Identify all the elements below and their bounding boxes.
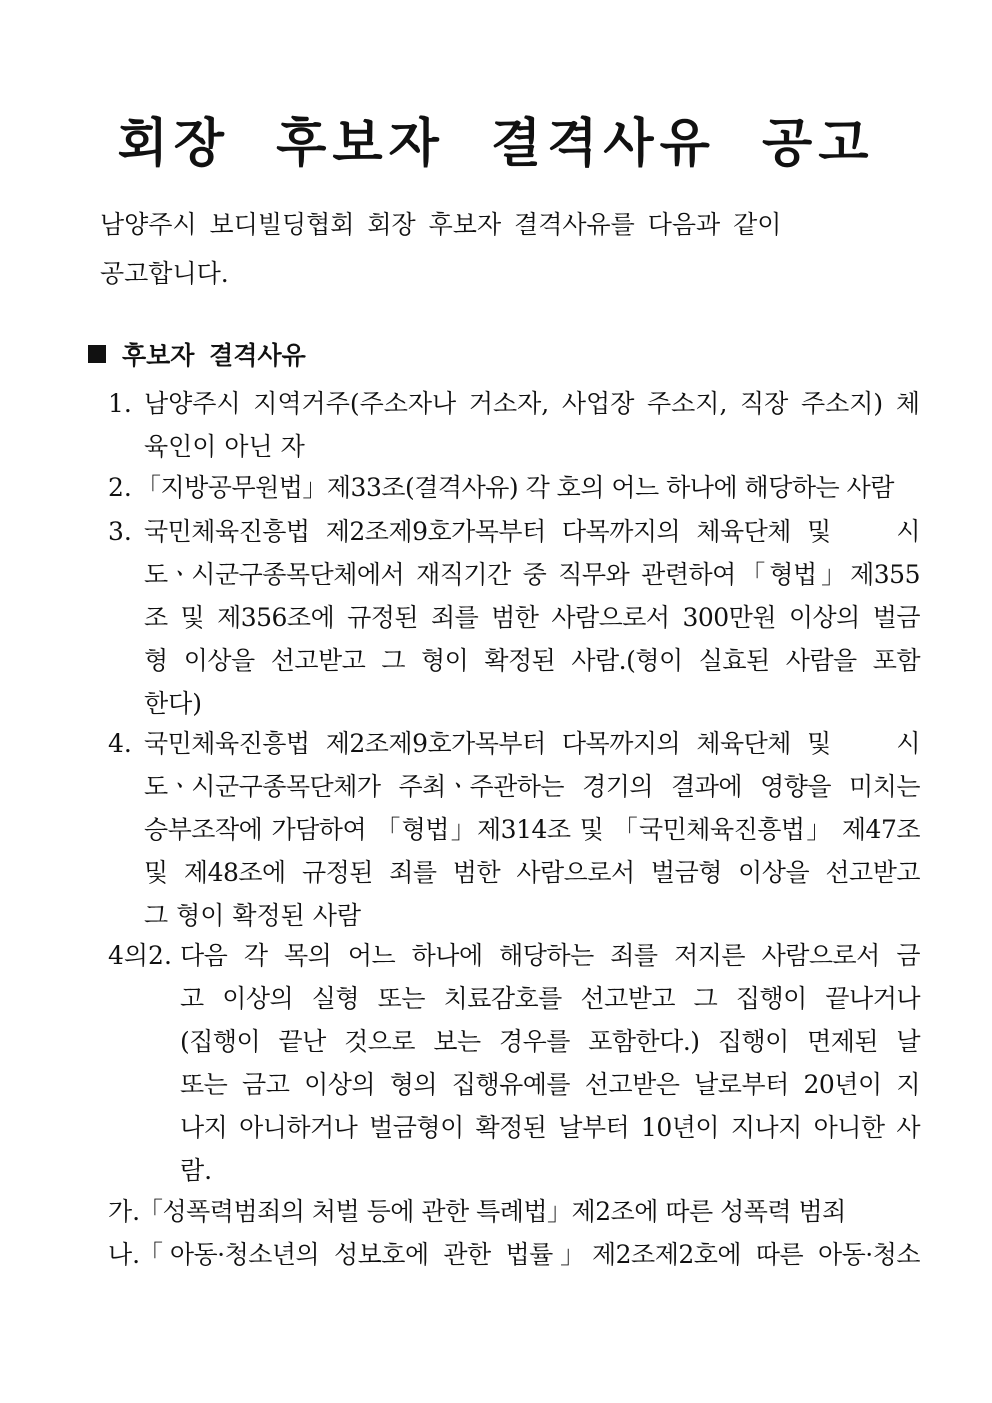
sub-item-na xyxy=(108,1233,920,1276)
list-item-1 xyxy=(108,382,920,468)
intro-line-1: 남양주시 보디빌딩협회 회장 후보자 결격사유를 다음과 같이 xyxy=(100,210,782,239)
list-item-line: 그 형이 확정된 사람 xyxy=(144,901,362,930)
list-item-line: 다음 각 목의 어느 하나에 해당하는 죄를 저지른 사람으로서 금 xyxy=(180,941,920,970)
list-item-line: 남양주시 지역거주(주소자나 거소자, 사업장 주소지, 직장 주소지) 체 xyxy=(144,389,920,418)
sub-item-text: 「성폭력범죄의 처벌 등에 관한 특례법」제2조에 따른 성폭력 범죄 xyxy=(138,1197,846,1226)
list-item-line: 고 이상의 실형 또는 치료감호를 선고받고 그 집행이 끝나거나 xyxy=(180,984,920,1013)
sub-item-text: 「아동·청소년의 성보호에 관한 법률」제2조제2호에 따른 아동·청소 xyxy=(138,1240,920,1269)
list-item-line: 국민체육진흥법 제2조제9호가목부터 다목까지의 체육단체 및 시 xyxy=(144,729,920,758)
sub-item-number: 나. xyxy=(108,1240,141,1269)
list-item-line: (집행이 끝난 것으로 보는 경우를 포함한다.) 집행이 면제된 날 xyxy=(180,1027,920,1056)
list-item-line: 한다) xyxy=(144,689,203,718)
list-item-number: 1. xyxy=(108,389,132,418)
list-item-4 xyxy=(108,722,920,937)
list-item-line: 형 이상을 선고받고 그 형이 확정된 사람.(형이 실효된 사람을 포함 xyxy=(144,646,920,675)
list-item-4-2 xyxy=(108,934,920,1192)
list-item-number: 3. xyxy=(108,517,132,546)
intro-line-2: 공고합니다. xyxy=(100,259,229,288)
list-item-line: 도ㆍ시군구종목단체에서 재직기간 중 직무와 관련하여「형법」제355 xyxy=(144,560,920,589)
list-item-3 xyxy=(108,510,920,725)
section-heading-text: 후보자 결격사유 xyxy=(122,341,306,370)
list-item-2 xyxy=(108,466,920,509)
list-item-line: 육인이 아닌 자 xyxy=(144,432,305,461)
section-heading xyxy=(88,336,306,376)
list-item-line: 및 제48조에 규정된 죄를 범한 사람으로서 벌금형 이상을 선고받고 xyxy=(144,858,920,887)
intro-paragraph xyxy=(100,200,920,298)
list-item-line: 조 및 제356조에 규정된 죄를 범한 사람으로서 300만원 이상의 벌금 xyxy=(144,603,920,632)
sub-item-number: 가. xyxy=(108,1197,141,1226)
page-title: 회장 후보자 결격사유 공고 xyxy=(117,113,875,174)
square-bullet-icon xyxy=(88,345,106,363)
list-item-line: 또는 금고 이상의 형의 집행유예를 선고받은 날로부터 20년이 지 xyxy=(180,1070,920,1099)
list-item-line: 나지 아니하거나 벌금형이 확정된 날부터 10년이 지나지 아니한 사 xyxy=(180,1113,920,1142)
list-item-number: 4의2. xyxy=(108,941,172,970)
list-item-line: 「지방공무원법」제33조(결격사유) 각 호의 어느 하나에 해당하는 사람 xyxy=(136,473,894,502)
list-item-number: 2. xyxy=(108,473,132,502)
sub-item-ga xyxy=(108,1190,920,1233)
list-item-number: 4. xyxy=(108,729,132,758)
list-item-line: 국민체육진흥법 제2조제9호가목부터 다목까지의 체육단체 및 시 xyxy=(144,517,920,546)
list-item-line: 승부조작에 가담하여 「형법」제314조 및 「국민체육진흥법」 제47조 xyxy=(144,815,920,844)
list-item-line: 도ㆍ시군구종목단체가 주최ㆍ주관하는 경기의 결과에 영향을 미치는 xyxy=(144,772,920,801)
list-item-line: 람. xyxy=(180,1156,213,1185)
